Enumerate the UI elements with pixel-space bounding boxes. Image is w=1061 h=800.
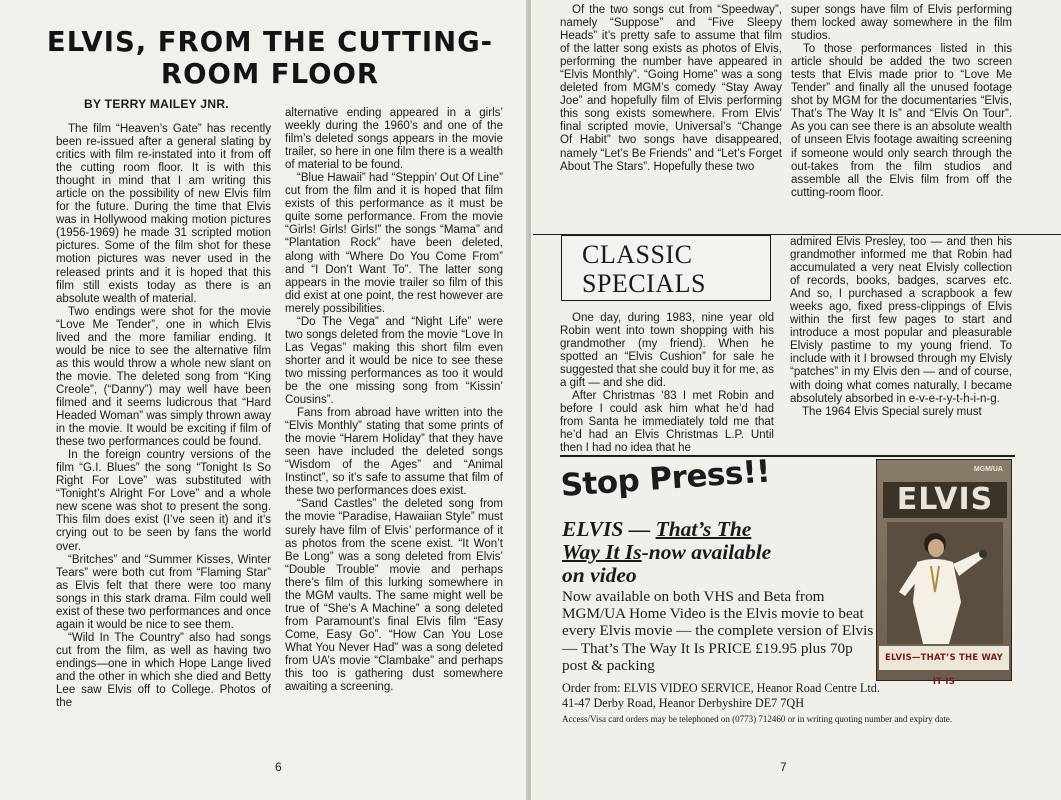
elvis-figure-icon	[887, 522, 1003, 644]
right-column-1	[560, 4, 782, 174]
classic-column-1	[560, 312, 774, 456]
advert-title-part: on video	[562, 563, 637, 587]
byline: BY TERRY MAILEY JNR.	[84, 97, 229, 111]
paragraph: After Christmas ’83 I met Robin and before I could ask him what he’d had from Santa he immediately told me that he’d had an Elvis Christmas L.P. Until then I had no idea that he	[560, 390, 774, 455]
paragraph: The 1964 Elvis Special surely must	[802, 405, 982, 418]
paragraph: “Sand Castles” the deleted song from the movie “Paradise, Hawaiian Style” must surely have film of Elvis’ performance of it as photos from the scene exist. “It Won’t Be Long” was a song deleted from Elvis’ “Double Trouble” movie and perhaps there’s film of this lurking somewhere in the MGM vaults. The same might well be true of “She’s A Machine” a song deleted from Paramount’s final Elvis film “Easy Come, Easy Go”. “How Can You Lose What You Never Had” was a song deleted from UA’s movie “Clambake” and perhaps this too is gathering dust somewhere awaiting a screening.	[285, 498, 503, 694]
stop-press-heading: Stop Press!!	[559, 453, 772, 504]
paragraph: Of the two songs cut from “Speedway”, namely “Suppose” and “Five Sleepy Heads” it’s pretty safe to assume that film of the latter song exists as photos of Elvis, performing the number have appeared in “Elvis Monthly”. “Going Home” was a song deleted from MGM’s comedy “Stay Away Joe” and hopefully film of Elvis performing this song exists somewhere. From Elvis’ final scripted movie, Universal’s “Change Of Habit” two songs have disappeared, namely “Let’s Be Friends” and “Let’s Forget About The Stars”. Hopefully these two	[560, 4, 782, 173]
paragraph: Two endings were shot for the movie “Love Me Tender”, one in which Elvis lived and the more familiar ending. It would be nice to see the alternative film as this would throw a whole new slant on the movie. The deleted song from “King Creole”, (“Danny”) may well have been filmed and it seems ludicrous that “Hard Headed Woman” was simply thrown away in the movie. It would be exciting if film of these two performances could be found.	[56, 305, 271, 449]
advert-title-part: Way It Is	[562, 540, 642, 564]
paragraph: One day, during 1983, nine year old Robin went into town shopping with his grandmother (my friend). When he spotted an “Elvis Cushion” for sale he suggested that she could buy it for me, as a gift — and she did.	[560, 312, 774, 390]
paragraph: In the foreign country versions of the film “G.I. Blues” the song “Tonight Is So Right For Love” was substituted with “Tonight’s Alright For Love” and a whole new scene was shot to present the song. This film does exist (I’ve seen it) and it’s crying out to be seen by fans the world over.	[56, 449, 271, 553]
advert-title-part: -now available	[641, 540, 772, 564]
order-small-print: Access/Visa card orders may be telephoned on (0773) 712460 or in writing quoting number and expiry date.	[562, 714, 953, 724]
cover-subtitle: ELVIS—THAT’S THE WAY IT IS	[879, 646, 1009, 670]
paragraph: admired Elvis Presley, too — and then his grandmother informed me that Robin had accumulated a very neat Elvisly collection of records, books, badges, scarves etc. And so, I purchased a scrapbook a few weeks ago, fixed press-clippings of Elvis within the first few pages to start and introduce a most popular and pleasurable Elvisly pastime to my young friend. To include with it I browsed through my Elvisly “patches” in my Elvis den — and of course, with doing what comes naturally, I became absolutely absorbed in e-v-e-r-y-t-h-i-n-g.	[790, 236, 1012, 405]
classic-title-line-2: SPECIALS	[582, 269, 706, 298]
left-column-1	[56, 123, 271, 710]
classic-column-2	[790, 236, 1012, 419]
left-page	[0, 0, 528, 800]
order-line: 41-47 Derby Road, Heanor Derbyshire DE7 7QH	[562, 696, 804, 710]
page-number-left: 6	[275, 760, 282, 774]
paragraph: “Blue Hawaii” had “Steppin’ Out Of Line” cut from the film and it is hoped that film exists of this performance as it must be quite some performance. From the movie “Girls! Girls! Girls!” the songs “Mama” and “Plantation Rock” have been deleted, along with “Where Do You Come From” and “I Don’t Want To”. The latter song appears in the movie trailer so film of this did exist at one point, the rest however are merely possibilities.	[285, 172, 503, 315]
left-column-2	[285, 107, 503, 694]
advert-divider	[560, 455, 1015, 457]
paragraph: super songs have film of Elvis performing them locked away somewhere in the film studios.	[791, 4, 1012, 43]
cover-title: ELVIS	[883, 482, 1007, 518]
paragraph: alternative ending appeared in a girls’ weekly during the 1960’s and one of the film’s deleted songs appears in the movie trailer, so here in one film there is a wealth of material to be found.	[285, 107, 503, 172]
paragraph: To those performances listed in this article should be added the two screen tests that Elvis made prior to “Love Me Tender” and finally all the unused footage shot by MGM for the documentaries “Elvis, That’s The Way It Is” and “Elvis On Tour”. As you can see there is an absolute wealth of unseen Elvis footage awaiting screening if someone would only search through the out-takes from the film studios and assemble all the Elvis film from off the cutting-room floor.	[791, 43, 1012, 199]
paragraph: “Britches” and “Summer Kisses, Winter Tears” were both cut from “Flaming Star” as Elvis felt that there were too many songs in this stark drama. Film could well exist of these two performances and once again it would be nice to see them.	[56, 553, 271, 631]
paragraph: Fans from abroad have written into the “Elvis Monthly” stating that some prints of the movie “Harem Holiday” that they have seen have included the deleted songs “Wisdom of the Ages” and “Animal Instinct”, so it’s safe to assume that film of these two performances does exist.	[285, 407, 503, 498]
article-headline	[30, 26, 510, 90]
advert-body: Now available on both VHS and Beta from MGM/UA Home Video is the Elvis movie to beat every Elvis movie — the complete version of Elvis — That’s The Way It Is PRICE £19.95 plus 70p post & packing	[562, 588, 874, 674]
paragraph: The film “Heaven’s Gate” has recently been re-issued after a general slating by critics with film re-instated into it from off the cutting room floor. It is with this thought in mind that I am writing this article on the possibility of new Elvis film for the future. During the time that Elvis was in Hollywood making motion pictures (1956-1969) he made 31 scripted motion pictures. Some of the film shot for these motion pictures was never used in the released prints and it is hoped that this film still exists today as there is an absolute wealth of material.	[56, 123, 271, 305]
advert-title	[562, 518, 862, 587]
classic-specials-heading	[561, 235, 771, 301]
headline-line-1: ELVIS, FROM THE CUTTING-	[46, 26, 494, 58]
page-number-right: 7	[780, 760, 787, 774]
video-cover-image	[876, 459, 1012, 687]
advert-title-part: That’s The	[655, 517, 752, 541]
paragraph: “Wild In The Country” also had songs cut from the film, as well as having two endings—one in which Hope Lange lived and the other in which she died and Betty Lee saw Elvis off to College. Photos of the	[56, 631, 271, 710]
paragraph: “Do The Vega” and “Night Life” were two songs deleted from the movie “Love In Las Vegas” making this short film even shorter and it would be nice to see these two missing performances as too it would be the one missing song from “Kissin’ Cousins”.	[285, 315, 503, 407]
advert-title-part: ELVIS —	[562, 517, 656, 541]
cover-logo: MGM/UA	[973, 466, 1003, 473]
order-line: Order from: ELVIS VIDEO SERVICE, Heanor Road Centre Ltd.	[562, 681, 880, 695]
order-address	[562, 681, 962, 711]
right-column-2	[791, 4, 1012, 200]
headline-line-2: ROOM FLOOR	[160, 58, 380, 90]
classic-title-line-1: CLASSIC	[582, 240, 693, 269]
